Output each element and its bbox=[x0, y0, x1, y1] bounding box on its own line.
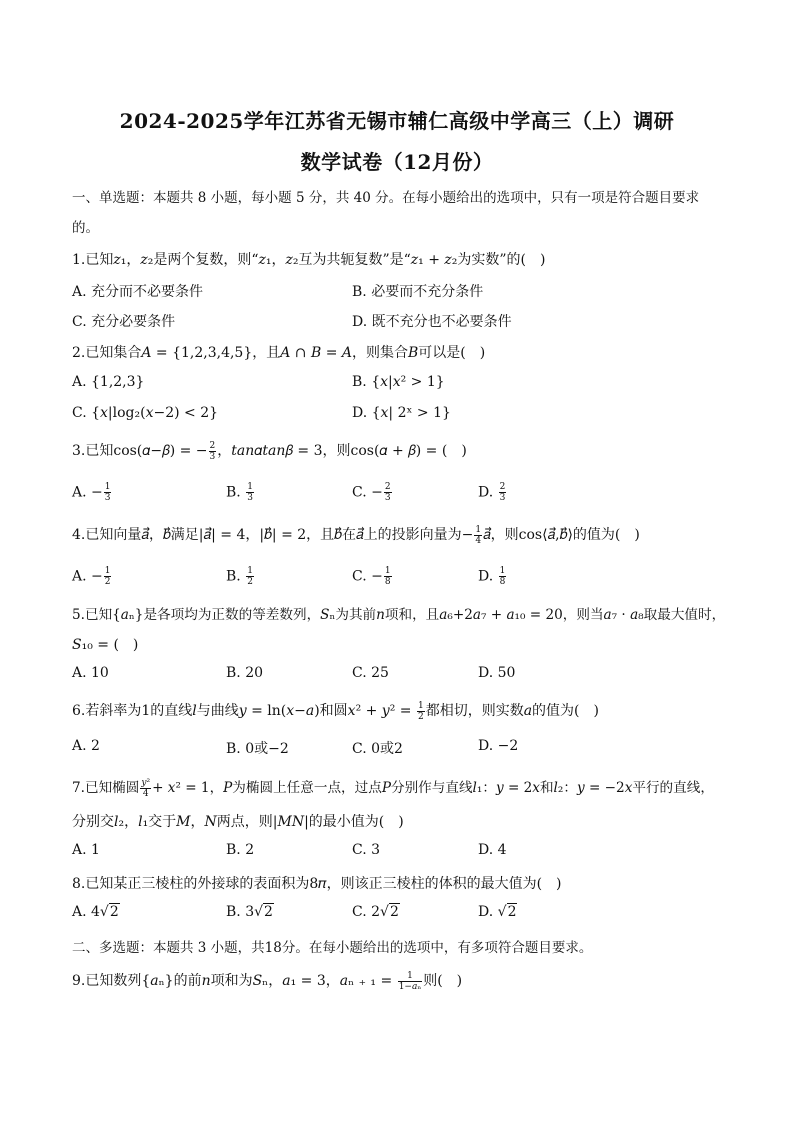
section-single-choice-heading-cont: 的。 bbox=[72, 220, 99, 236]
fraction-numerator: 1 bbox=[247, 482, 253, 492]
fraction-numerator: 2 bbox=[209, 440, 216, 451]
question-6-option-b: B. 0或−2 bbox=[226, 741, 289, 757]
question-3-option-c bbox=[352, 482, 393, 503]
option-fraction bbox=[246, 482, 254, 503]
question-8-option-c: C. 2√2 bbox=[352, 904, 399, 920]
fraction-numerator: 1 bbox=[384, 566, 391, 576]
fraction-numerator: 2 bbox=[384, 482, 391, 492]
question-6-option-a: A. 2 bbox=[72, 738, 100, 754]
fraction-numerator: 1 bbox=[417, 700, 424, 711]
exam-title: 2024-2025学年江苏省无锡市辅仁高级中学高三（上）调研 bbox=[119, 109, 675, 133]
option-label: B. bbox=[226, 484, 246, 501]
question-7-option-a: A. 1 bbox=[72, 842, 100, 858]
question-4-option-a bbox=[72, 566, 112, 587]
question-7-stem-b: + 𝑥² = 1，𝑃为椭圆上任意一点，过点𝑃分别作与直线𝑙₁：𝑦 = 2𝑥和𝑙₂：𝑦 = −2𝑥平行的直线， bbox=[152, 780, 714, 796]
option-fraction bbox=[104, 566, 112, 587]
question-6-option-c: C. 0或2 bbox=[352, 741, 403, 757]
question-7-stem-cont: 分别交𝑙₂，𝑙₁交于𝑀，𝑁两点，则|𝑀𝑁|的最小值为( ) bbox=[72, 814, 404, 830]
option-label: C. − bbox=[352, 568, 383, 585]
section-multi-choice-heading: 二、多选题：本题共 3 小题，共18分。在每小题给出的选项中，有多项符合题目要求。 bbox=[72, 940, 593, 956]
question-1-stem: 1.已知𝑧₁，𝑧₂是两个复数，则“𝑧₁，𝑧₂互为共轭复数”是“𝑧₁ + 𝑧₂为实数”的( ) bbox=[72, 252, 546, 268]
fraction-numerator: 1 bbox=[475, 524, 482, 535]
question-9-fraction bbox=[398, 971, 423, 992]
option-label: B. 3 bbox=[226, 904, 255, 920]
question-6-stem-a: 6.若斜率为1的直线𝑙与曲线𝑦 = ln(𝑥−𝑎)和圆𝑥² + 𝑦² = bbox=[72, 703, 416, 719]
option-label: C. − bbox=[352, 484, 383, 501]
radicand: 2 bbox=[507, 904, 517, 920]
question-7-stem-a: 7.已知椭圆 bbox=[72, 780, 140, 796]
question-3-option-b bbox=[226, 482, 255, 503]
question-1-option-d: D. 既不充分也不必要条件 bbox=[352, 314, 512, 330]
question-6-fraction bbox=[417, 701, 425, 722]
fraction-denominator: 3 bbox=[104, 493, 111, 503]
option-label: D. bbox=[478, 484, 498, 501]
fraction-denominator: 2 bbox=[247, 577, 253, 587]
question-5-option-c: C. 25 bbox=[352, 665, 389, 681]
radicand: 2 bbox=[389, 904, 399, 920]
question-6-stem-b: 都相切，则实数𝑎的值为( ) bbox=[425, 703, 599, 719]
question-5-option-a: A. 10 bbox=[72, 665, 109, 681]
question-4-option-b bbox=[226, 566, 255, 587]
question-2-option-c: C. {𝑥|log₂(𝑥−2) < 2} bbox=[72, 405, 219, 421]
question-5-stem: 5.已知{𝑎ₙ}是各项均为正数的等差数列，𝑆ₙ为其前𝑛项和，且𝑎₆+2𝑎₇ + 𝑎₁₀ = 20，则当𝑎₇ · 𝑎₈取最大值时， bbox=[72, 607, 726, 623]
fraction-denominator: 2 bbox=[104, 577, 111, 587]
question-3-fraction bbox=[209, 441, 217, 462]
question-3-stem-b: ，𝑡𝑎𝑛𝛼𝑡𝑎𝑛𝛽 = 3，则cos(𝛼 + 𝛽) = ( ) bbox=[217, 443, 467, 459]
question-3-option-d bbox=[478, 482, 507, 503]
fraction-numerator: 1 bbox=[499, 566, 506, 576]
question-3-stem bbox=[72, 440, 467, 462]
question-8-stem: 8.已知某正三棱柱的外接球的表面积为8𝜋，则该正三棱柱的体积的最大值为( ) bbox=[72, 876, 562, 892]
question-7-option-c: C. 3 bbox=[352, 842, 381, 858]
fraction-denominator: 8 bbox=[384, 577, 391, 587]
question-5-option-b: B. 20 bbox=[226, 665, 264, 681]
question-2-option-b: B. {𝑥|𝑥² > 1} bbox=[352, 374, 445, 390]
radicand: 2 bbox=[109, 904, 119, 920]
question-5-option-d: D. 50 bbox=[478, 665, 516, 681]
fraction-numerator: 1 bbox=[247, 566, 253, 576]
option-label: A. 4 bbox=[72, 904, 100, 920]
option-label: D. bbox=[478, 568, 498, 585]
option-label: B. bbox=[226, 568, 246, 585]
fraction-denominator: 3 bbox=[247, 493, 253, 503]
question-6-option-d: D. −2 bbox=[478, 738, 519, 754]
radicand: 2 bbox=[264, 904, 273, 920]
fraction-numerator: 1 bbox=[104, 566, 111, 576]
fraction-denominator: 3 bbox=[209, 451, 216, 462]
question-4-fraction bbox=[474, 525, 482, 546]
fraction-denominator: 3 bbox=[499, 493, 506, 503]
option-fraction bbox=[384, 482, 392, 503]
fraction-denominator: 8 bbox=[499, 577, 506, 587]
question-5-stem-cont: 𝑆₁₀ = ( ) bbox=[72, 637, 139, 653]
option-label: D. bbox=[478, 904, 498, 920]
question-7-stem bbox=[72, 776, 714, 799]
fraction-denominator: 1−𝑎ₙ bbox=[398, 981, 422, 992]
section-single-choice-heading: 一、单选题：本题共 8 小题，每小题 5 分，共 40 分。在每小题给出的选项中，只有一项是符合题目要求 bbox=[72, 190, 700, 206]
fraction-numerator: 2 bbox=[499, 482, 506, 492]
question-1-option-c: C. 充分必要条件 bbox=[72, 314, 176, 330]
option-fraction bbox=[384, 566, 392, 587]
question-4-option-c bbox=[352, 566, 393, 587]
question-2-stem: 2.已知集合𝐴 = {1,2,3,4,5}，且𝐴 ∩ 𝐵 = 𝐴，则集合𝐵可以是( ) bbox=[72, 345, 486, 361]
option-label: A. − bbox=[72, 568, 103, 585]
question-8-option-b: B. 3√2 bbox=[226, 904, 273, 920]
option-fraction bbox=[246, 566, 254, 587]
question-7-option-d: D. 4 bbox=[478, 842, 507, 858]
fraction-denominator: 2 bbox=[417, 711, 424, 722]
option-label: C. 2 bbox=[352, 904, 381, 920]
exam-subtitle: 数学试卷（12月份） bbox=[300, 150, 494, 174]
option-fraction bbox=[499, 482, 507, 503]
fraction-numerator: 1 bbox=[104, 482, 111, 492]
fraction-numerator: 𝑦² bbox=[141, 778, 151, 788]
question-9-stem-b: 则( ) bbox=[423, 973, 463, 989]
question-6-stem bbox=[72, 700, 599, 722]
fraction-numerator: 1 bbox=[398, 971, 423, 982]
question-8-option-a: A. 4√2 bbox=[72, 904, 119, 920]
question-7-fraction bbox=[140, 778, 151, 799]
question-8-option-d: D. √2 bbox=[478, 904, 517, 920]
question-4-stem bbox=[72, 524, 640, 546]
question-4-option-d bbox=[478, 566, 507, 587]
question-4-stem-a: 4.已知向量𝑎⃗，𝑏⃗满足|𝑎⃗| = 4，|𝑏⃗| = 2，且𝑏⃗在𝑎⃗上的投影向量为− bbox=[72, 527, 474, 543]
question-2-option-d: D. {𝑥| 2ˣ > 1} bbox=[352, 405, 451, 421]
question-3-option-a bbox=[72, 482, 112, 503]
question-4-stem-b: 𝑎⃗，则cos⟨𝑎⃗,𝑏⃗⟩的值为( ) bbox=[483, 527, 640, 543]
question-7-option-b: B. 2 bbox=[226, 842, 255, 858]
question-1-option-a: A. 充分而不必要条件 bbox=[72, 284, 204, 300]
fraction-denominator: 4 bbox=[475, 535, 482, 546]
option-fraction bbox=[104, 482, 112, 503]
option-label: A. − bbox=[72, 484, 103, 501]
fraction-denominator: 3 bbox=[384, 493, 391, 503]
question-1-option-b: B. 必要而不充分条件 bbox=[352, 284, 484, 300]
question-9-stem bbox=[72, 970, 462, 992]
option-fraction bbox=[499, 566, 507, 587]
fraction-denominator: 4 bbox=[142, 789, 149, 799]
question-9-stem-a: 9.已知数列{𝑎ₙ}的前𝑛项和为𝑆ₙ，𝑎₁ = 3，𝑎ₙ ₊ ₁ = bbox=[72, 973, 397, 989]
question-2-option-a: A. {1,2,3} bbox=[72, 374, 145, 390]
question-3-stem-a: 3.已知cos(𝛼−𝛽) = − bbox=[72, 443, 208, 459]
